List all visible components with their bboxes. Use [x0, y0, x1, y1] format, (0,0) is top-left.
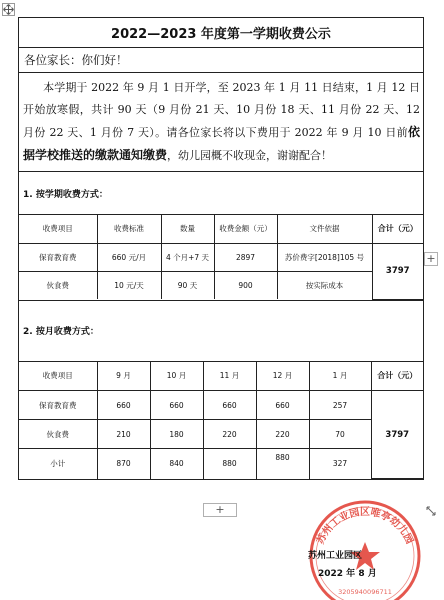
move-icon	[3, 4, 14, 15]
table-row	[19, 391, 423, 420]
signature-org: 苏州工业园区	[308, 551, 363, 561]
header-cell: 9 月	[97, 362, 150, 391]
header-cell: 合计（元）	[371, 362, 423, 391]
table-cell: 小计	[19, 449, 97, 479]
greeting: 各位家长：你们好！	[19, 48, 424, 73]
table-cell: 660	[256, 391, 309, 420]
header-cell: 收费金额（元）	[214, 215, 277, 243]
header-cell: 10 月	[150, 362, 203, 391]
table-cell: 保育教育费	[19, 391, 97, 420]
seal-number: 3205940096711	[338, 588, 392, 596]
table-header-row	[19, 362, 423, 391]
table-cell: 660	[203, 391, 256, 420]
table-cell: 220	[256, 420, 309, 449]
table-cell: 900	[214, 271, 277, 299]
header-cell: 11 月	[203, 362, 256, 391]
table-cell: 苏价费字[2018]105 号	[277, 243, 372, 271]
official-seal	[290, 494, 440, 600]
semester-section-heading: 1. 按学期收费方式：	[19, 172, 424, 215]
table-cell: 90 天	[161, 271, 214, 299]
table-move-handle[interactable]	[2, 3, 15, 16]
table-cell: 伙食费	[19, 271, 97, 299]
semester-total: 3797	[372, 243, 423, 299]
notice-emphasis: 依据学校推送的缴款通知缴费	[23, 125, 420, 162]
semester-fee-table	[19, 215, 423, 300]
notice-table	[18, 17, 424, 480]
table-row	[19, 271, 423, 299]
page-title: 2022—2023 年度第一学期收费公示	[19, 18, 424, 48]
table-cell: 660 元/月	[97, 243, 161, 271]
table-cell: 按实际成本	[277, 271, 372, 299]
table-cell: 2897	[214, 243, 277, 271]
table-cell: 840	[150, 449, 203, 479]
table-cell: 保育教育费	[19, 243, 97, 271]
notice-text-end: ，幼儿园概不收现金，谢谢配合！	[167, 149, 333, 162]
table-cell: 327	[309, 449, 371, 479]
add-column-button[interactable]: +	[424, 252, 438, 266]
table-row	[19, 243, 423, 271]
monthly-total: 3797	[371, 391, 423, 479]
monthly-fee-cell	[19, 361, 424, 480]
table-header-row	[19, 215, 423, 243]
header-cell: 收费项目	[19, 362, 97, 391]
table-cell: 257	[309, 391, 371, 420]
table-cell: 180	[150, 420, 203, 449]
monthly-section-heading: 2. 按月收费方式：	[19, 300, 424, 361]
table-cell: 870	[97, 449, 150, 479]
table-cell: 880	[256, 449, 309, 479]
semester-fee-cell	[19, 215, 424, 301]
notice-text: 本学期于 2022 年 9 月 1 日开学，至 2023 年 1 月 11 日结束，1 月 12 日开始放寒假，共计 90 天（9 月份 21 天、10 月份 18 天、11 月份 22 天、12 月份 22 天、1 月份 7 天）。请各位家长将以下费用于 2022 年 9 月 10 日前	[23, 81, 420, 139]
header-cell: 收费项目	[19, 215, 97, 243]
table-cell: 220	[203, 420, 256, 449]
notice-paragraph	[19, 73, 424, 172]
svg-text:苏州工业园区唯亭幼儿园	[313, 505, 416, 546]
header-cell: 文件依据	[277, 215, 372, 243]
table-cell: 880	[203, 449, 256, 479]
table-row	[19, 420, 423, 449]
table-cell: 伙食费	[19, 420, 97, 449]
monthly-fee-table	[19, 362, 423, 480]
table-cell: 70	[309, 420, 371, 449]
table-cell: 660	[150, 391, 203, 420]
signature-date: 2022 年 8 月	[318, 569, 377, 579]
header-cell: 数量	[161, 215, 214, 243]
header-cell: 收费标准	[97, 215, 161, 243]
table-cell: 660	[97, 391, 150, 420]
table-cell: 10 元/天	[97, 271, 161, 299]
header-cell: 合计（元）	[372, 215, 423, 243]
header-cell: 12 月	[256, 362, 309, 391]
table-row	[19, 449, 423, 479]
add-row-button[interactable]: +	[203, 503, 237, 517]
table-cell: 4 个月+7 天	[161, 243, 214, 271]
table-cell: 210	[97, 420, 150, 449]
seal-text: 苏州工业园区唯亭幼儿园	[315, 507, 415, 546]
header-cell: 1 月	[309, 362, 371, 391]
